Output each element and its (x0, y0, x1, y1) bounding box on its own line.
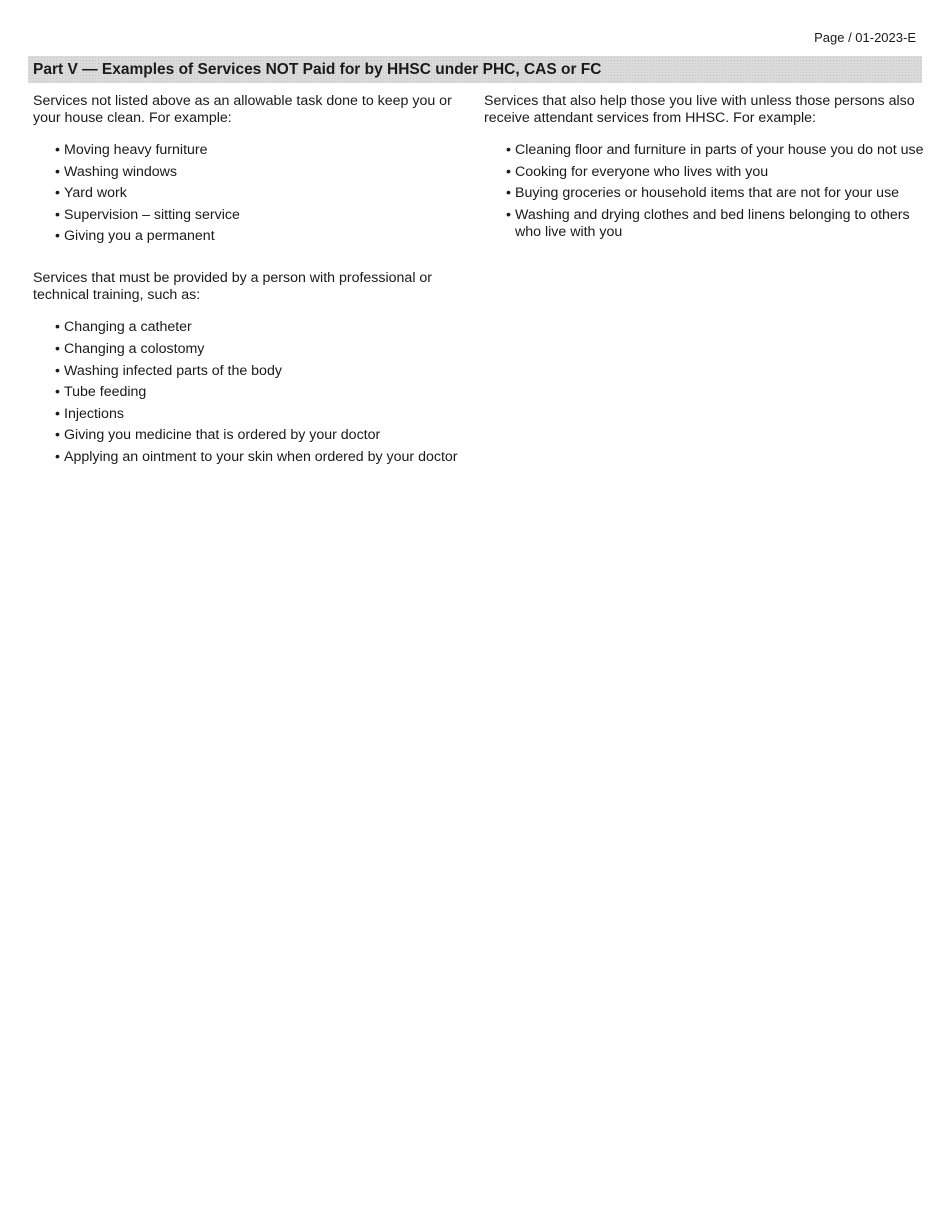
section-intro: Services not listed above as an allowable task done to keep you or your house clean. For example: (33, 93, 452, 126)
bullet-list (484, 142, 924, 241)
list-item: • Yard work (55, 185, 463, 202)
list-item: • Tube feeding (55, 384, 463, 401)
part-heading: Part V — Examples of Services NOT Paid for by HHSC under PHC, CAS or FC (28, 56, 922, 83)
list-item: • Washing and drying clothes and bed linens belonging to others who live with you (506, 207, 924, 241)
page-number: Page / 01-2023-E (814, 30, 916, 45)
right-column (484, 93, 924, 245)
list-item: • Giving you medicine that is ordered by your doctor (55, 427, 463, 444)
housekeeping-section (33, 93, 463, 245)
bullet-list (33, 319, 463, 466)
list-item: • Moving heavy furniture (55, 142, 463, 159)
list-item: • Applying an ointment to your skin when ordered by your doctor (55, 449, 463, 466)
list-item: • Giving you a permanent (55, 228, 463, 245)
list-item: • Supervision – sitting service (55, 207, 463, 224)
list-item: • Washing windows (55, 164, 463, 181)
list-item: • Injections (55, 406, 463, 423)
household-services-section (484, 93, 924, 241)
list-item: • Changing a catheter (55, 319, 463, 336)
list-item: • Cooking for everyone who lives with you (506, 164, 924, 181)
bullet-list (33, 142, 463, 245)
list-item: • Changing a colostomy (55, 341, 463, 358)
professional-services-section (33, 270, 463, 466)
section-intro: Services that also help those you live with unless those persons also receive attendant services from HHSC. For example: (484, 93, 915, 126)
left-column (33, 93, 463, 471)
list-item: • Washing infected parts of the body (55, 363, 463, 380)
list-item: • Buying groceries or household items that are not for your use (506, 185, 924, 202)
list-item: • Cleaning floor and furniture in parts of your house you do not use (506, 142, 924, 159)
section-intro: Services that must be provided by a person with professional or technical training, such as: (33, 270, 433, 304)
